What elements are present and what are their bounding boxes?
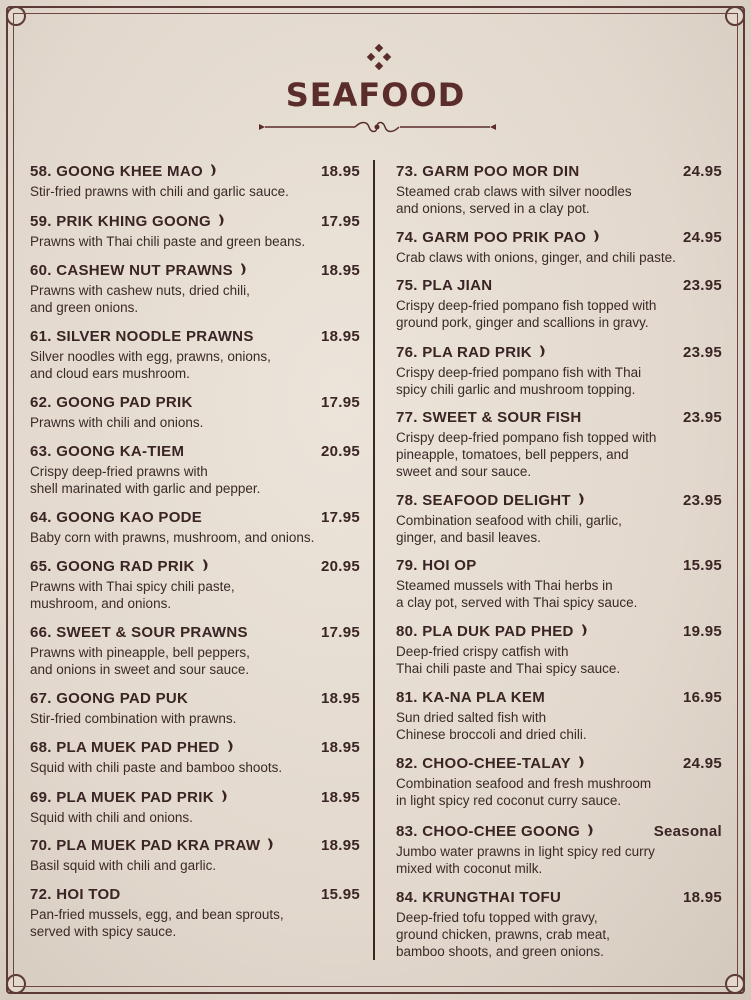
menu-item-price: 18.95 [320, 328, 360, 345]
menu-item-header [30, 624, 360, 644]
chili-pepper-icon [217, 213, 225, 227]
menu-item [396, 689, 722, 743]
chili-pepper-icon [538, 344, 546, 358]
chili-pepper-icon [577, 492, 585, 506]
menu-item-name: 64. GOONG KAO PODE [30, 509, 203, 526]
menu-item-description: in light spicy red coconut curry sauce. [396, 793, 622, 808]
menu-item-description: Crispy deep-fried pompano fish topped with [396, 430, 657, 445]
menu-item-price: 16.95 [682, 689, 722, 706]
menu-item-description: Deep-fried crispy catfish with [396, 644, 569, 659]
section-title: SEAFOOD [285, 76, 466, 114]
menu-item-description: a clay pot, served with Thai spicy sauce. [396, 595, 638, 610]
diamond-ornament-icon [366, 44, 392, 70]
menu-item-name: 74. GARM POO PRIK PAO [396, 229, 587, 246]
menu-item-description: mushroom, and onions. [30, 596, 172, 611]
menu-item-price: 18.95 [320, 262, 360, 279]
menu-item-description: and green onions. [30, 300, 139, 315]
menu-item-description: mixed with coconut milk. [396, 861, 543, 876]
menu-item-description: Steamed mussels with Thai herbs in [396, 578, 613, 593]
chili-pepper-icon [577, 755, 585, 769]
menu-item-header [396, 823, 722, 843]
menu-item-description: ground pork, ginger and scallions in gravy. [396, 315, 649, 330]
menu-item-price: 18.95 [320, 163, 360, 180]
menu-item-name: 77. SWEET & SOUR FISH [396, 409, 582, 426]
menu-item-description: Crab claws with onions, ginger, and chili paste. [396, 250, 676, 265]
menu-item-header [30, 789, 360, 809]
menu-item [30, 443, 360, 497]
chili-pepper-icon [220, 789, 228, 803]
menu-item-price: Seasonal [653, 823, 722, 840]
menu-item-price: 18.95 [320, 739, 360, 756]
menu-item-header [396, 229, 722, 249]
menu-item-header [30, 163, 360, 183]
menu-item [30, 163, 360, 200]
menu-item [30, 328, 360, 382]
menu-item-name: 67. GOONG PAD PUK [30, 690, 189, 707]
menu-item [30, 509, 360, 546]
menu-item-header [30, 558, 360, 578]
menu-item-description: Crispy deep-fried prawns with [30, 464, 208, 479]
menu-item-description: Thai chili paste and Thai spicy sauce. [396, 661, 621, 676]
menu-item [30, 789, 360, 826]
menu-item-price: 19.95 [682, 623, 722, 640]
menu-item-header [396, 492, 722, 512]
menu-item-description: Pan-fried mussels, egg, and bean sprouts, [30, 907, 284, 922]
menu-item [396, 755, 722, 809]
menu-item-price: 17.95 [320, 624, 360, 641]
menu-item-name: 61. SILVER NOODLE PRAWNS [30, 328, 254, 345]
menu-item-price: 20.95 [320, 443, 360, 460]
menu-item-price: 18.95 [320, 837, 360, 854]
menu-item [396, 557, 722, 611]
menu-item-name: 70. PLA MUEK PAD KRA PRAW [30, 837, 261, 854]
menu-item [30, 213, 360, 250]
menu-item-description: Prawns with Thai spicy chili paste, [30, 579, 235, 594]
menu-item-price: 24.95 [682, 755, 722, 772]
menu-item [396, 889, 722, 960]
menu-item [396, 409, 722, 480]
menu-item-name: 59. PRIK KHING GOONG [30, 213, 212, 230]
menu-item-name: 58. GOONG KHEE MAO [30, 163, 203, 180]
menu-item-header [396, 409, 722, 429]
menu-item-header [396, 689, 722, 709]
chili-pepper-icon [586, 823, 594, 837]
menu-item-description: bamboo shoots, and green onions. [396, 944, 604, 959]
menu-item-description: pineapple, tomatoes, bell peppers, and [396, 447, 629, 462]
menu-item [30, 394, 360, 431]
menu-item-price: 18.95 [320, 789, 360, 806]
menu-item [396, 492, 722, 546]
menu-item-price: 15.95 [320, 886, 360, 903]
menu-item-name: 60. CASHEW NUT PRAWNS [30, 262, 233, 279]
menu-item-price: 23.95 [682, 409, 722, 426]
menu-item-description: Deep-fried tofu topped with gravy, [396, 910, 598, 925]
menu-item [30, 837, 360, 874]
menu-item-header [396, 623, 722, 643]
menu-item-description: and onions, served in a clay pot. [396, 201, 590, 216]
menu-item-description: Prawns with pineapple, bell peppers, [30, 645, 250, 660]
menu-item-description: Chinese broccoli and dried chili. [396, 727, 587, 742]
menu-item-header [30, 509, 360, 529]
menu-item-description: and onions in sweet and sour sauce. [30, 662, 250, 677]
menu-item [396, 623, 722, 677]
menu-item [30, 558, 360, 612]
menu-item-description: Sun dried salted fish with [396, 710, 547, 725]
menu-item-description: Silver noodles with egg, prawns, onions, [30, 349, 271, 364]
menu-item-description: Crispy deep-fried pompano fish with Thai [396, 365, 642, 380]
menu-item [30, 624, 360, 678]
menu-item-description: Stir-fried prawns with chili and garlic sauce. [30, 184, 289, 199]
menu-item-description: Stir-fried combination with prawns. [30, 711, 237, 726]
menu-item-name: 75. PLA JIAN [396, 277, 493, 294]
menu-item [396, 344, 722, 398]
menu-item-description: Squid with chili paste and bamboo shoots. [30, 760, 283, 775]
menu-item-description: Basil squid with chili and garlic. [30, 858, 217, 873]
menu-item-name: 82. CHOO-CHEE-TALAY [396, 755, 571, 772]
menu-item-price: 24.95 [682, 229, 722, 246]
menu-item [396, 229, 722, 266]
menu-item-description: Combination seafood with chili, garlic, [396, 513, 622, 528]
menu-item [30, 739, 360, 776]
menu-item-header [396, 344, 722, 364]
menu-item-description: Baby corn with prawns, mushroom, and onions. [30, 530, 315, 545]
menu-item-description: Steamed crab claws with silver noodles [396, 184, 632, 199]
chili-pepper-icon [226, 739, 234, 753]
menu-item-price: 17.95 [320, 509, 360, 526]
menu-item-name: 62. GOONG PAD PRIK [30, 394, 193, 411]
menu-item-header [30, 690, 360, 710]
menu-item-description: Prawns with Thai chili paste and green beans. [30, 234, 306, 249]
menu-item-description: sweet and sour sauce. [396, 464, 532, 479]
menu-item-description: shell marinated with garlic and pepper. [30, 481, 261, 496]
menu-item-name: 65. GOONG RAD PRIK [30, 558, 195, 575]
menu-item-header [30, 886, 360, 906]
menu-item-description: and cloud ears mushroom. [30, 366, 190, 381]
scroll-divider-icon [255, 118, 500, 136]
menu-item-price: 15.95 [682, 557, 722, 574]
menu-item-name: 76. PLA RAD PRIK [396, 344, 532, 361]
menu-item-price: 24.95 [682, 163, 722, 180]
menu-item-header [30, 837, 360, 857]
menu-item-description: spicy chili garlic and mushroom topping. [396, 382, 636, 397]
menu-item-name: 79. HOI OP [396, 557, 477, 574]
chili-pepper-icon [592, 229, 600, 243]
menu-item-name: 69. PLA MUEK PAD PRIK [30, 789, 214, 806]
chili-pepper-icon [239, 262, 247, 276]
menu-item-name: 66. SWEET & SOUR PRAWNS [30, 624, 248, 641]
menu-item-header [30, 394, 360, 414]
chili-pepper-icon [580, 623, 588, 637]
menu-item [396, 277, 722, 331]
chili-pepper-icon [266, 837, 274, 851]
menu-item-price: 20.95 [320, 558, 360, 575]
menu-item-header [30, 739, 360, 759]
menu-item-price: 17.95 [320, 213, 360, 230]
menu-item-header [30, 443, 360, 463]
menu-item-price: 18.95 [320, 690, 360, 707]
menu-item-header [396, 889, 722, 909]
chili-pepper-icon [209, 163, 217, 177]
menu-item-description: ground chicken, prawns, crab meat, [396, 927, 610, 942]
menu-item-description: ginger, and basil leaves. [396, 530, 541, 545]
menu-item-name: 72. HOI TOD [30, 886, 121, 903]
menu-item-name: 81. KA-NA PLA KEM [396, 689, 545, 706]
menu-item [396, 823, 722, 877]
menu-item-header [396, 163, 722, 183]
menu-item-name: 78. SEAFOOD DELIGHT [396, 492, 571, 509]
menu-item [30, 690, 360, 727]
menu-item-header [396, 557, 722, 577]
menu-item-name: 83. CHOO-CHEE GOONG [396, 823, 581, 840]
chili-pepper-icon [201, 558, 209, 572]
menu-item-name: 73. GARM POO MOR DIN [396, 163, 580, 180]
menu-item-name: 80. PLA DUK PAD PHED [396, 623, 574, 640]
menu-item-price: 23.95 [682, 492, 722, 509]
menu-item [396, 163, 722, 217]
menu-item-header [30, 262, 360, 282]
menu-item-name: 84. KRUNGTHAI TOFU [396, 889, 562, 906]
menu-item-price: 17.95 [320, 394, 360, 411]
menu-item-header [396, 755, 722, 775]
menu-item-header [30, 213, 360, 233]
menu-item-price: 18.95 [682, 889, 722, 906]
menu-item-header [396, 277, 722, 297]
menu-item [30, 262, 360, 316]
menu-item-header [30, 328, 360, 348]
menu-item-price: 23.95 [682, 344, 722, 361]
menu-item-description: served with spicy sauce. [30, 924, 177, 939]
menu-item-name: 63. GOONG KA-TIEM [30, 443, 185, 460]
menu-item-description: Prawns with cashew nuts, dried chili, [30, 283, 250, 298]
menu-item-description: Combination seafood and fresh mushroom [396, 776, 652, 791]
menu-item-description: Jumbo water prawns in light spicy red curry [396, 844, 655, 859]
menu-item [30, 886, 360, 940]
menu-item-description: Squid with chili and onions. [30, 810, 193, 825]
column-divider [373, 160, 375, 960]
menu-item-name: 68. PLA MUEK PAD PHED [30, 739, 220, 756]
menu-item-description: Prawns with chili and onions. [30, 415, 204, 430]
menu-item-description: Crispy deep-fried pompano fish topped with [396, 298, 657, 313]
menu-item-price: 23.95 [682, 277, 722, 294]
